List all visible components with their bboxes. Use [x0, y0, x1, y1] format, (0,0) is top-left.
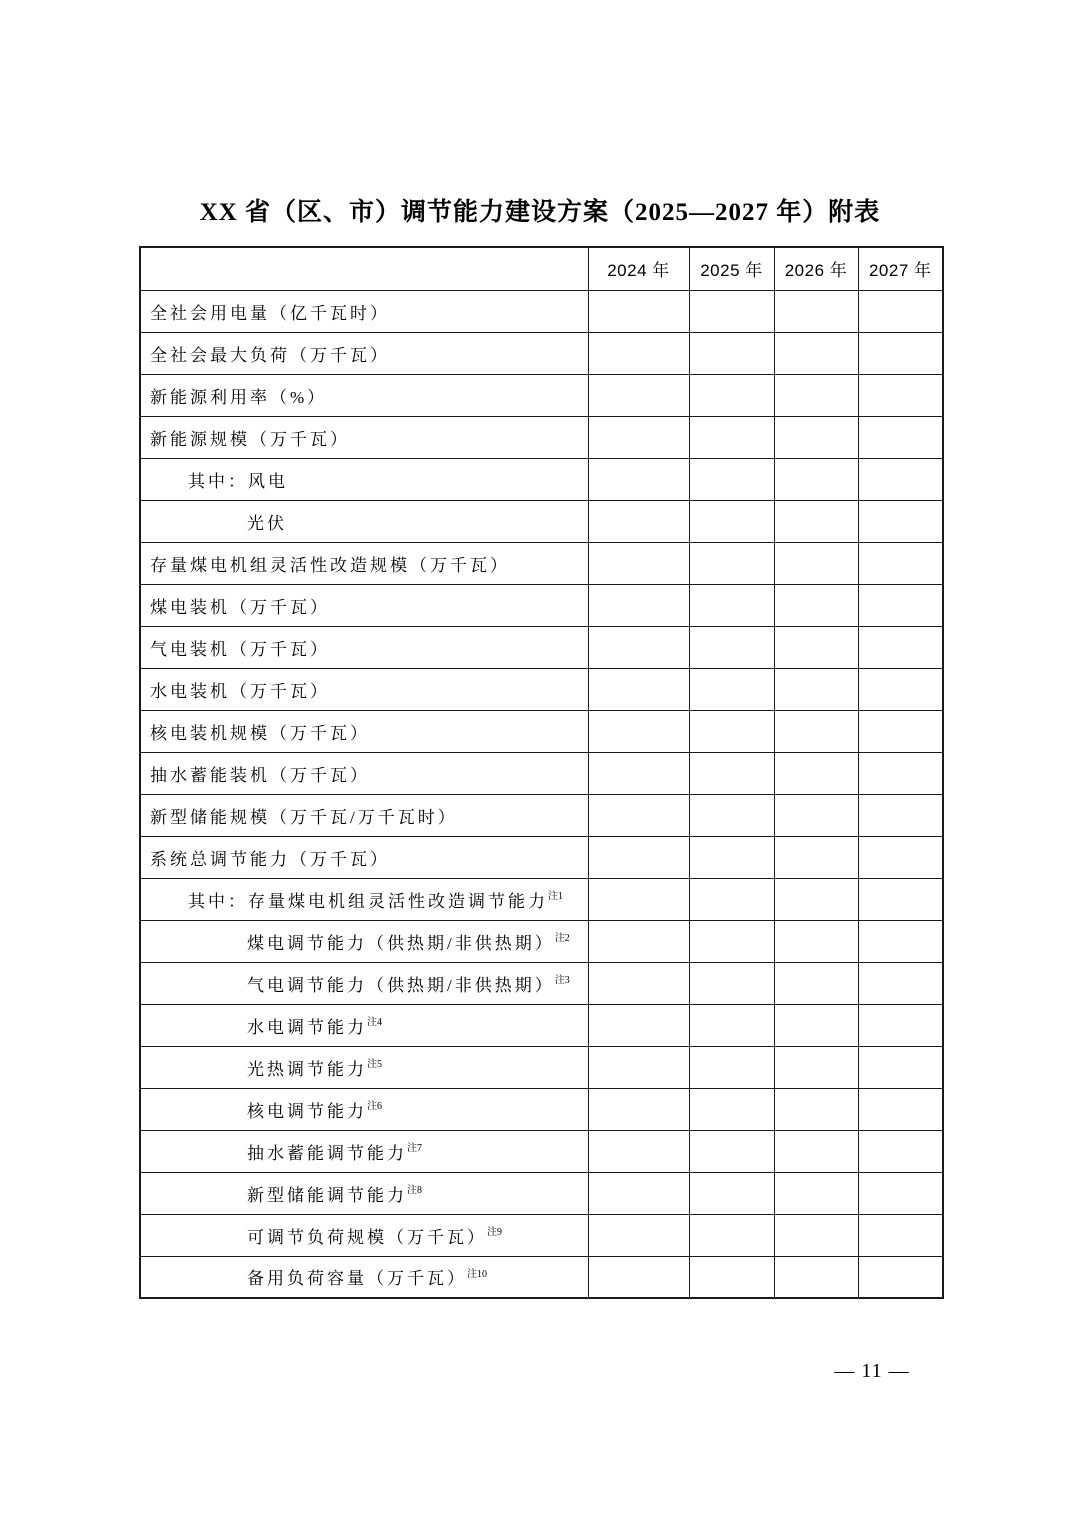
value-cell-2026	[774, 458, 858, 500]
value-cell-2024	[588, 668, 689, 710]
row-label-cell	[140, 584, 588, 626]
row-label-cell	[140, 1046, 588, 1088]
row-label: 光热调节能力	[247, 1059, 367, 1079]
page-number: — 11 —	[834, 1360, 910, 1382]
row-label: 抽水蓄能调节能力	[247, 1143, 407, 1163]
value-cell-2027	[858, 626, 943, 668]
value-cell-2024	[588, 416, 689, 458]
row-note-superscript: 注6	[367, 1100, 382, 1112]
table-row	[140, 1172, 943, 1214]
row-label: 煤电装机（万千瓦）	[150, 597, 330, 617]
header-year-2024: 2024 年	[588, 247, 689, 290]
value-cell-2027	[858, 1130, 943, 1172]
row-label-cell	[140, 500, 588, 542]
row-label-cell	[140, 794, 588, 836]
value-cell-2024	[588, 836, 689, 878]
value-cell-2026	[774, 374, 858, 416]
value-cell-2027	[858, 878, 943, 920]
value-cell-2024	[588, 1130, 689, 1172]
row-label-cell	[140, 416, 588, 458]
value-cell-2026	[774, 920, 858, 962]
table-row	[140, 1046, 943, 1088]
row-label: 新型储能规模（万千瓦/万千瓦时）	[150, 807, 458, 827]
value-cell-2025	[689, 584, 774, 626]
value-cell-2026	[774, 416, 858, 458]
row-label-cell	[140, 920, 588, 962]
value-cell-2027	[858, 584, 943, 626]
value-cell-2025	[689, 962, 774, 1004]
value-cell-2025	[689, 1004, 774, 1046]
value-cell-2027	[858, 794, 943, 836]
value-cell-2026	[774, 878, 858, 920]
value-cell-2027	[858, 374, 943, 416]
value-cell-2024	[588, 584, 689, 626]
value-cell-2026	[774, 1046, 858, 1088]
table-row	[140, 836, 943, 878]
value-cell-2027	[858, 1256, 943, 1298]
value-cell-2026	[774, 752, 858, 794]
table-row	[140, 1130, 943, 1172]
value-cell-2025	[689, 878, 774, 920]
value-cell-2024	[588, 626, 689, 668]
row-label: 新能源规模（万千瓦）	[150, 429, 350, 449]
value-cell-2024	[588, 1088, 689, 1130]
row-note-superscript: 注5	[367, 1058, 382, 1070]
row-label: 核电装机规模（万千瓦）	[150, 723, 370, 743]
value-cell-2025	[689, 1214, 774, 1256]
value-cell-2024	[588, 374, 689, 416]
value-cell-2025	[689, 542, 774, 584]
value-cell-2024	[588, 332, 689, 374]
value-cell-2027	[858, 416, 943, 458]
value-cell-2026	[774, 500, 858, 542]
value-cell-2026	[774, 1172, 858, 1214]
row-label-cell	[140, 1214, 588, 1256]
value-cell-2025	[689, 1130, 774, 1172]
value-cell-2025	[689, 794, 774, 836]
value-cell-2024	[588, 1172, 689, 1214]
value-cell-2026	[774, 1256, 858, 1298]
row-label: 存量煤电机组灵活性改造规模（万千瓦）	[150, 555, 510, 575]
value-cell-2026	[774, 542, 858, 584]
row-label: 全社会用电量（亿千瓦时）	[150, 303, 390, 323]
row-label: 光伏	[247, 513, 287, 533]
table-row	[140, 332, 943, 374]
value-cell-2027	[858, 962, 943, 1004]
row-label: 核电调节能力	[247, 1101, 367, 1121]
value-cell-2026	[774, 332, 858, 374]
value-cell-2026	[774, 668, 858, 710]
row-label: 煤电调节能力（供热期/非供热期）	[247, 933, 555, 953]
value-cell-2027	[858, 290, 943, 332]
row-label: 抽水蓄能装机（万千瓦）	[150, 765, 370, 785]
table-row	[140, 1004, 943, 1046]
row-label-cell	[140, 458, 588, 500]
value-cell-2024	[588, 962, 689, 1004]
row-label: 新能源利用率（%）	[150, 387, 328, 407]
row-label: 气电调节能力（供热期/非供热期）	[247, 975, 555, 995]
table-row	[140, 584, 943, 626]
header-empty-cell	[140, 247, 588, 290]
value-cell-2027	[858, 500, 943, 542]
row-label-cell	[140, 1256, 588, 1298]
table-row	[140, 416, 943, 458]
table-row	[140, 1256, 943, 1298]
row-label: 全社会最大负荷（万千瓦）	[150, 345, 390, 365]
table-row	[140, 1088, 943, 1130]
value-cell-2024	[588, 878, 689, 920]
value-cell-2024	[588, 458, 689, 500]
row-label: 新型储能调节能力	[247, 1185, 407, 1205]
value-cell-2025	[689, 458, 774, 500]
value-cell-2024	[588, 1256, 689, 1298]
row-label-cell	[140, 1130, 588, 1172]
table-row	[140, 920, 943, 962]
table-body	[140, 290, 943, 1298]
value-cell-2024	[588, 290, 689, 332]
value-cell-2025	[689, 1172, 774, 1214]
table-row	[140, 1214, 943, 1256]
value-cell-2025	[689, 1088, 774, 1130]
row-label-cell	[140, 626, 588, 668]
row-label-cell	[140, 374, 588, 416]
row-label-cell	[140, 962, 588, 1004]
value-cell-2025	[689, 290, 774, 332]
value-cell-2026	[774, 836, 858, 878]
table-row	[140, 710, 943, 752]
row-note-superscript: 注3	[554, 974, 570, 986]
value-cell-2026	[774, 1088, 858, 1130]
table-header	[140, 247, 943, 290]
row-label-cell	[140, 332, 588, 374]
value-cell-2027	[858, 1214, 943, 1256]
value-cell-2026	[774, 1004, 858, 1046]
page-title: XX 省（区、市）调节能力建设方案（2025—2027 年）附表	[199, 199, 881, 226]
row-label-cell	[140, 878, 588, 920]
row-label: 气电装机（万千瓦）	[150, 639, 330, 659]
row-label-cell	[140, 710, 588, 752]
table-row	[140, 626, 943, 668]
value-cell-2027	[858, 1172, 943, 1214]
row-label-cell	[140, 1004, 588, 1046]
value-cell-2027	[858, 920, 943, 962]
value-cell-2027	[858, 836, 943, 878]
row-label-cell	[140, 1088, 588, 1130]
table-row	[140, 542, 943, 584]
header-year-2026: 2026 年	[774, 247, 858, 290]
value-cell-2026	[774, 290, 858, 332]
value-cell-2025	[689, 1256, 774, 1298]
row-label: 可调节负荷规模（万千瓦）	[247, 1227, 487, 1247]
row-label-cell	[140, 668, 588, 710]
row-note-superscript: 注7	[407, 1142, 422, 1154]
row-label-cell	[140, 752, 588, 794]
value-cell-2025	[689, 668, 774, 710]
value-cell-2026	[774, 1130, 858, 1172]
value-cell-2027	[858, 458, 943, 500]
value-cell-2024	[588, 920, 689, 962]
value-cell-2024	[588, 710, 689, 752]
table-row	[140, 962, 943, 1004]
value-cell-2024	[588, 794, 689, 836]
value-cell-2024	[588, 1214, 689, 1256]
row-label-cell	[140, 836, 588, 878]
row-label: 其中：存量煤电机组灵活性改造调节能力	[188, 891, 548, 911]
header-year-2025: 2025 年	[689, 247, 774, 290]
row-label: 水电装机（万千瓦）	[150, 681, 330, 701]
value-cell-2027	[858, 752, 943, 794]
row-label: 系统总调节能力（万千瓦）	[150, 849, 390, 869]
table-row	[140, 752, 943, 794]
value-cell-2027	[858, 1046, 943, 1088]
row-note-superscript: 注4	[367, 1016, 382, 1028]
value-cell-2026	[774, 794, 858, 836]
row-label: 水电调节能力	[247, 1017, 367, 1037]
row-note-superscript: 注1	[548, 890, 563, 902]
table-header-row	[140, 247, 943, 290]
value-cell-2026	[774, 584, 858, 626]
value-cell-2024	[588, 542, 689, 584]
row-note-superscript: 注2	[554, 932, 570, 944]
value-cell-2026	[774, 626, 858, 668]
value-cell-2024	[588, 1004, 689, 1046]
value-cell-2026	[774, 1214, 858, 1256]
row-label-cell	[140, 542, 588, 584]
value-cell-2025	[689, 1046, 774, 1088]
value-cell-2026	[774, 710, 858, 752]
value-cell-2025	[689, 416, 774, 458]
value-cell-2027	[858, 542, 943, 584]
value-cell-2025	[689, 374, 774, 416]
value-cell-2025	[689, 920, 774, 962]
table-row	[140, 374, 943, 416]
value-cell-2025	[689, 836, 774, 878]
value-cell-2027	[858, 332, 943, 374]
value-cell-2025	[689, 500, 774, 542]
table-row	[140, 668, 943, 710]
row-label: 备用负荷容量（万千瓦）	[247, 1269, 467, 1289]
plan-table	[139, 246, 944, 1299]
value-cell-2026	[774, 962, 858, 1004]
table-row	[140, 458, 943, 500]
value-cell-2024	[588, 752, 689, 794]
value-cell-2025	[689, 710, 774, 752]
value-cell-2024	[588, 500, 689, 542]
value-cell-2027	[858, 668, 943, 710]
value-cell-2025	[689, 332, 774, 374]
row-label: 其中：风电	[188, 471, 288, 491]
table-row	[140, 290, 943, 332]
row-label-cell	[140, 290, 588, 332]
row-label-cell	[140, 1172, 588, 1214]
row-note-superscript: 注10	[467, 1268, 487, 1280]
row-note-superscript: 注9	[487, 1226, 502, 1238]
table-row	[140, 878, 943, 920]
table-row	[140, 794, 943, 836]
value-cell-2027	[858, 1088, 943, 1130]
value-cell-2025	[689, 626, 774, 668]
value-cell-2025	[689, 752, 774, 794]
header-year-2027: 2027 年	[858, 247, 943, 290]
row-note-superscript: 注8	[407, 1184, 422, 1196]
value-cell-2024	[588, 1046, 689, 1088]
value-cell-2027	[858, 1004, 943, 1046]
table-row	[140, 500, 943, 542]
value-cell-2027	[858, 710, 943, 752]
